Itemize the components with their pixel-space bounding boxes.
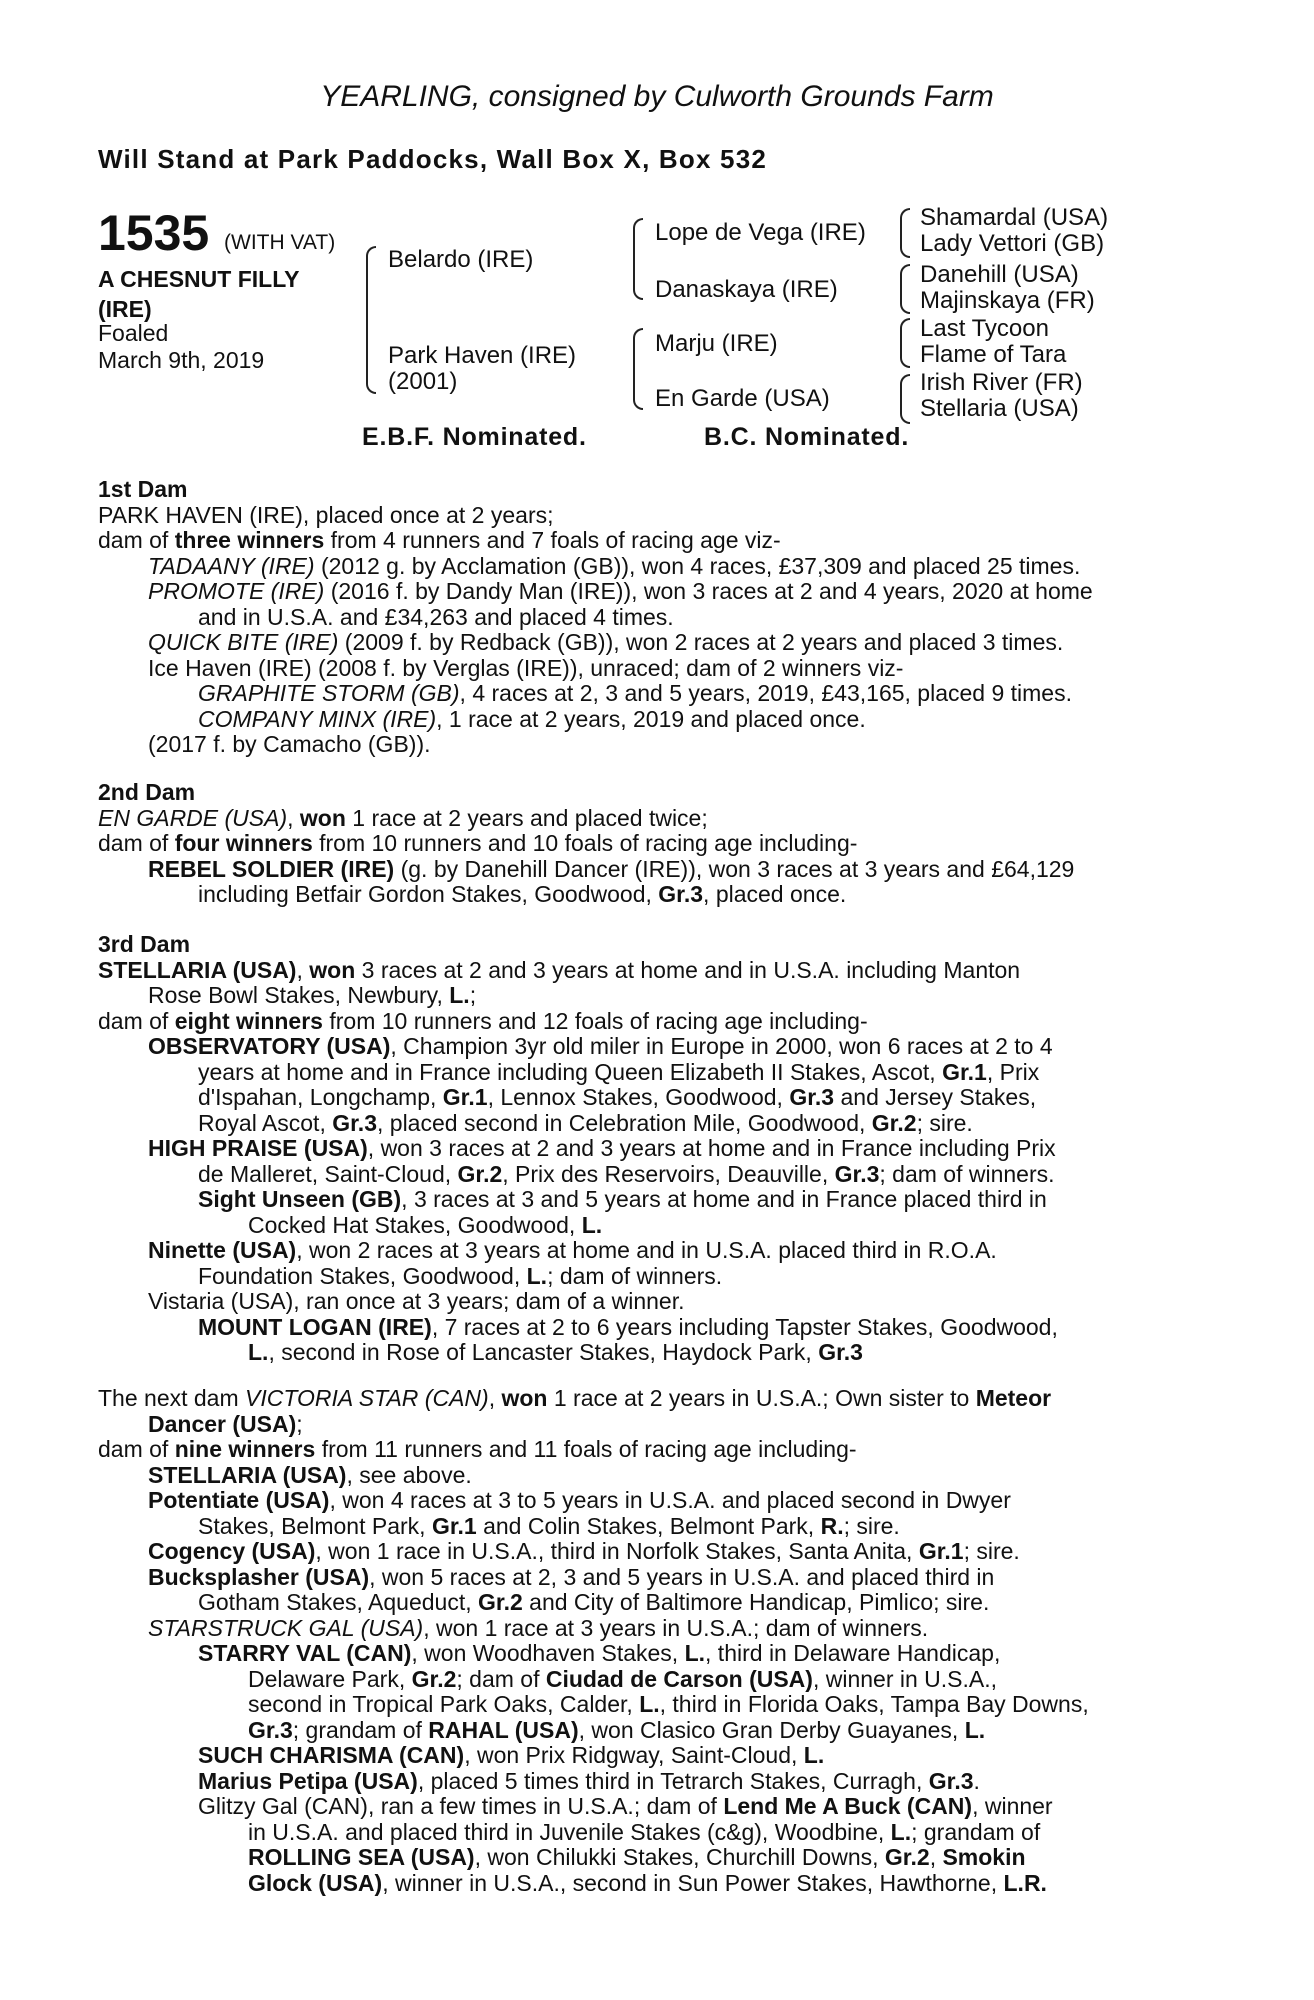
next-dam-section — [98, 1386, 1198, 1896]
pedigree-brace — [900, 374, 910, 424]
bc-nominated: B.C. Nominated. — [704, 423, 910, 451]
progeny-entry: REBEL SOLDIER (IRE) (g. by Danehill Dancer (IRE)), won 3 races at 3 years and £64,129 — [148, 855, 1075, 882]
text-line: Delaware Park, Gr.2; dam of Ciudad de Carson (USA), winner in U.S.A., — [248, 1665, 998, 1692]
progeny-entry: (2017 f. by Camacho (GB)). — [148, 731, 431, 757]
progeny-entry: Potentiate (USA), won 4 races at 3 to 5 years in U.S.A. and placed second in Dwyer — [148, 1487, 1011, 1513]
foaled-label: Foaled — [98, 320, 169, 346]
section-heading: 3rd Dam — [98, 931, 191, 957]
text-line: d'Ispahan, Longchamp, Gr.1, Lennox Stakes, Goodwood, Gr.3 and Jersey Stakes, — [198, 1084, 1037, 1110]
text-line: dam of nine winners from 11 runners and 11 foals of racing age including- — [98, 1436, 857, 1462]
text-line: and in U.S.A. and £34,263 and placed 4 times. — [198, 603, 674, 630]
pedigree-sire-sire: Lope de Vega (IRE) — [655, 219, 866, 246]
text-line: including Betfair Gordon Stakes, Goodwood, Gr.3, placed once. — [198, 881, 847, 907]
progeny-entry: Cogency (USA), won 1 race in U.S.A., third in Norfolk Stakes, Santa Anita, Gr.1; sire. — [148, 1538, 1020, 1564]
pedigree-brace — [900, 208, 910, 258]
text-line: Gotham Stakes, Aqueduct, Gr.2 and City of Baltimore Handicap, Pimlico; sire. — [198, 1589, 990, 1615]
progeny-entry: Vistaria (USA), ran once at 3 years; dam of a winner. — [148, 1288, 685, 1314]
text-line: Dancer (USA); — [148, 1410, 303, 1437]
pedigree-brace — [900, 264, 910, 314]
lot-description — [98, 264, 299, 324]
stand-location: Will Stand at Park Paddocks, Wall Box X, Box 532 — [98, 144, 768, 174]
foaled-date: March 9th, 2019 — [98, 347, 265, 373]
pedigree-sire: Belardo (IRE) — [388, 246, 534, 273]
progeny-entry: Ninette (USA), won 2 races at 3 years at home and in U.S.A. placed third in R.O.A. — [148, 1237, 997, 1263]
text-line: dam of four winners from 10 runners and 10 foals of racing age including- — [98, 830, 858, 856]
text-line: STELLARIA (USA), won 3 races at 2 and 3 years at home and in U.S.A. including Manton — [98, 956, 1021, 983]
text-line: Royal Ascot, Gr.3, placed second in Celebration Mile, Goodwood, Gr.2; sire. — [198, 1109, 973, 1136]
vat-label: (WITH VAT) — [224, 231, 336, 254]
pedigree-brace — [633, 328, 643, 410]
progeny-entry: OBSERVATORY (USA), Champion 3yr old miler in Europe in 2000, won 6 races at 2 to 4 — [148, 1033, 1053, 1059]
text-line: Foundation Stakes, Goodwood, L.; dam of winners. — [198, 1262, 723, 1289]
text-line: de Malleret, Saint-Cloud, Gr.2, Prix des Reservoirs, Deauville, Gr.3; dam of winners. — [198, 1160, 1055, 1187]
progeny-entry: Glitzy Gal (CAN), ran a few times in U.S.A.; dam of Lend Me A Buck (CAN), winner — [198, 1793, 1053, 1819]
progeny-entry: STARRY VAL (CAN), won Woodhaven Stakes, L., third in Delaware Handicap, — [198, 1640, 1001, 1666]
text-line: Stakes, Belmont Park, Gr.1 and Colin Stakes, Belmont Park, R.; sire. — [198, 1512, 900, 1539]
pedigree-brace — [366, 246, 376, 394]
pedigree-dam: Park Haven (IRE) — [388, 342, 577, 369]
pedigree-sds: Danehill (USA) — [920, 261, 1079, 288]
pedigree-sdd: Majinskaya (FR) — [920, 287, 1095, 314]
second-dam-section — [98, 780, 1198, 908]
foaled-info — [98, 320, 264, 374]
progeny-entry: GRAPHITE STORM (GB), 4 races at 2, 3 and 5 years, 2019, £43,165, placed 9 times. — [198, 680, 1072, 706]
pedigree-sss: Shamardal (USA) — [920, 204, 1109, 231]
pedigree-dam-year: (2001) — [388, 368, 458, 395]
text-line: dam of eight winners from 10 runners and 12 foals of racing age including- — [98, 1007, 868, 1034]
ebf-nominated: E.B.F. Nominated. — [362, 423, 587, 451]
pedigree-dsd: Flame of Tara — [920, 341, 1067, 368]
text-line: ROLLING SEA (USA), won Chilukki Stakes, Churchill Downs, Gr.2, Smokin — [248, 1844, 1026, 1870]
progeny-entry: COMPANY MINX (IRE), 1 race at 2 years, 2019 and placed once. — [198, 705, 866, 732]
pedigree-sire-dam: Danaskaya (IRE) — [655, 276, 838, 303]
progeny-entry: QUICK BITE (IRE) (2009 f. by Redback (GB)), won 2 races at 2 years and placed 3 times. — [148, 629, 1064, 655]
pedigree-dam-sire: Marju (IRE) — [655, 330, 778, 357]
pedigree-dds: Irish River (FR) — [920, 369, 1083, 396]
text-line: The next dam VICTORIA STAR (CAN), won 1 race at 2 years in U.S.A.; Own sister to Meteor — [98, 1385, 1052, 1411]
text-line: Cocked Hat Stakes, Goodwood, L. — [248, 1211, 603, 1238]
text-line: EN GARDE (USA), won 1 race at 2 years and placed twice; — [98, 804, 708, 831]
pedigree-ddd: Stellaria (USA) — [920, 395, 1079, 422]
section-heading: 2nd Dam — [98, 779, 196, 805]
progeny-entry: STELLARIA (USA), see above. — [148, 1461, 472, 1488]
lot-number: 1535 — [98, 205, 210, 261]
pedigree-dam-dam: En Garde (USA) — [655, 385, 830, 412]
text-line: second in Tropical Park Oaks, Calder, L., third in Florida Oaks, Tampa Bay Downs, — [248, 1691, 1089, 1717]
text-line: PARK HAVEN (IRE), placed once at 2 years; — [98, 501, 554, 528]
progeny-entry: STARSTRUCK GAL (USA), won 1 race at 3 years in U.S.A.; dam of winners. — [148, 1614, 929, 1641]
first-dam-section — [98, 477, 1198, 758]
text-line: years at home and in France including Queen Elizabeth II Stakes, Ascot, Gr.1, Prix — [198, 1058, 1040, 1085]
text-line: Gr.3; grandam of RAHAL (USA), won Clasico Gran Derby Guayanes, L. — [248, 1716, 986, 1743]
progeny-entry: Bucksplasher (USA), won 5 races at 2, 3 and 5 years in U.S.A. and placed third in — [148, 1563, 995, 1590]
progeny-entry: Sight Unseen (GB), 3 races at 3 and 5 years at home and in France placed third in — [198, 1186, 1047, 1212]
third-dam-section — [98, 932, 1198, 1366]
progeny-entry: Ice Haven (IRE) (2008 f. by Verglas (IRE)), unraced; dam of 2 winners viz- — [148, 654, 904, 681]
progeny-entry: HIGH PRAISE (USA), won 3 races at 2 and 3 years at home and in France including Prix — [148, 1135, 1056, 1161]
page-title: YEARLING, consigned by Culworth Grounds Farm — [320, 80, 994, 113]
lot-description-line-1: A CHESNUT FILLY — [98, 266, 300, 292]
progeny-entry: Marius Petipa (USA), placed 5 times third in Tetrarch Stakes, Curragh, Gr.3. — [198, 1767, 980, 1794]
text-line: Glock (USA), winner in U.S.A., second in Sun Power Stakes, Hawthorne, L.R. — [248, 1869, 1047, 1896]
text-line: L., second in Rose of Lancaster Stakes, Haydock Park, Gr.3 — [248, 1339, 863, 1365]
text-line: Rose Bowl Stakes, Newbury, L.; — [148, 982, 477, 1008]
text-line: in U.S.A. and placed third in Juvenile Stakes (c&g), Woodbine, L.; grandam of — [248, 1818, 1041, 1845]
pedigree-ssd: Lady Vettori (GB) — [920, 230, 1105, 257]
pedigree-brace — [633, 218, 643, 300]
text-line: dam of three winners from 4 runners and 7 foals of racing age viz- — [98, 527, 781, 553]
lot-description-line-2: (IRE) — [98, 296, 152, 322]
progeny-entry: TADAANY (IRE) (2012 g. by Acclamation (GB)), won 4 races, £37,309 and placed 25 times. — [148, 552, 1081, 579]
section-heading: 1st Dam — [98, 476, 188, 502]
pedigree-dss: Last Tycoon — [920, 315, 1049, 342]
progeny-entry: SUCH CHARISMA (CAN), won Prix Ridgway, Saint-Cloud, L. — [198, 1742, 825, 1768]
pedigree-brace — [900, 318, 910, 368]
progeny-entry: PROMOTE (IRE) (2016 f. by Dandy Man (IRE)), won 3 races at 2 and 4 years, 2020 at home — [148, 578, 1093, 604]
progeny-entry: MOUNT LOGAN (IRE), 7 races at 2 to 6 years including Tapster Stakes, Goodwood, — [198, 1313, 1058, 1340]
